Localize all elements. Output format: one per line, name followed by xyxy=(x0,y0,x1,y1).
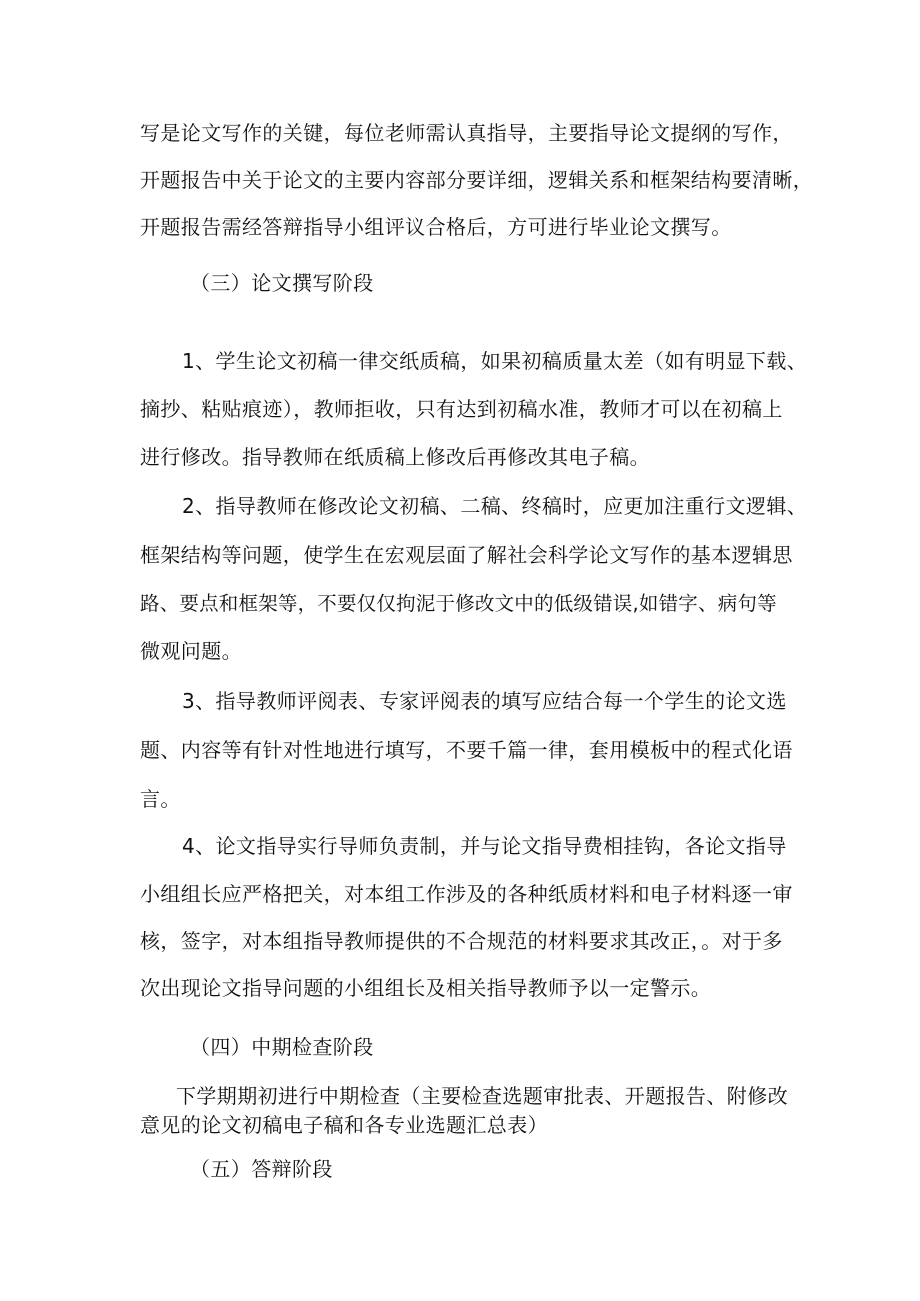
item-2-line-3: 路、要点和框架等，不要仅仅拘泥于修改文中的低级错误,如错字、病句等 xyxy=(140,592,777,615)
section-3-heading: （三）论文撰写阶段 xyxy=(190,271,374,295)
item-2-line-4: 微观问题。 xyxy=(140,639,242,663)
item-3-line-3: 言。 xyxy=(140,787,181,811)
item-4-line-1: 4、论文指导实行导师负责制，并与论文指导费相挂钩，各论文指导 xyxy=(182,834,787,858)
item-2-line-2: 框架结构等问题，使学生在宏观层面了解社会科学论文写作的基本逻辑思 xyxy=(140,543,793,567)
item-3-line-1: 3、指导教师评阅表、专家评阅表的填写应结合每一个学生的论文选 xyxy=(182,689,787,713)
intro-line-1: 写是论文写作的关键，每位老师需认真指导，主要指导论文提纲的写作， xyxy=(140,121,793,145)
section-4-line-2: 意见的论文初稿电子稿和各专业选题汇总表） xyxy=(140,1113,548,1137)
section-5-heading: （五）答辩阶段 xyxy=(190,1157,333,1181)
item-1-line-2: 摘抄、粘贴痕迹），教师拒收，只有达到初稿水准，教师才可以在初稿上 xyxy=(140,397,783,421)
item-4-line-3: 核，签字，对本组指导教师提供的不合规范的材料要求其改正，。对于多 xyxy=(140,929,783,953)
section-4-line-1: 下学期期初进行中期检查（主要检查选题审批表、开题报告、附修改 xyxy=(176,1084,788,1108)
item-4-line-2: 小组组长应严格把关，对本组工作涉及的各种纸质材料和电子材料逐一审 xyxy=(140,882,793,906)
intro-line-2: 开题报告中关于论文的主要内容部分要详细，逻辑关系和框架结构要清晰， xyxy=(140,168,814,192)
item-1-line-3: 进行修改。指导教师在纸质稿上修改后再修改其电子稿。 xyxy=(140,445,650,469)
item-3-line-2: 题、内容等有针对性地进行填写，不要千篇一律，套用模板中的程式化语 xyxy=(140,738,793,762)
item-2-line-1: 2、指导教师在修改论文初稿、二稿、终稿时，应更加注重行文逻辑、 xyxy=(182,494,808,518)
item-4-line-4: 次出现论文指导问题的小组组长及相关指导教师予以一定警示。 xyxy=(140,976,712,1000)
intro-line-3: 开题报告需经答辩指导小组评议合格后，方可进行毕业论文撰写。 xyxy=(140,215,732,239)
item-1-line-1: 1、学生论文初稿一律交纸质稿，如果初稿质量太差（如有明显下载、 xyxy=(182,349,808,373)
section-4-heading: （四）中期检查阶段 xyxy=(190,1035,374,1059)
